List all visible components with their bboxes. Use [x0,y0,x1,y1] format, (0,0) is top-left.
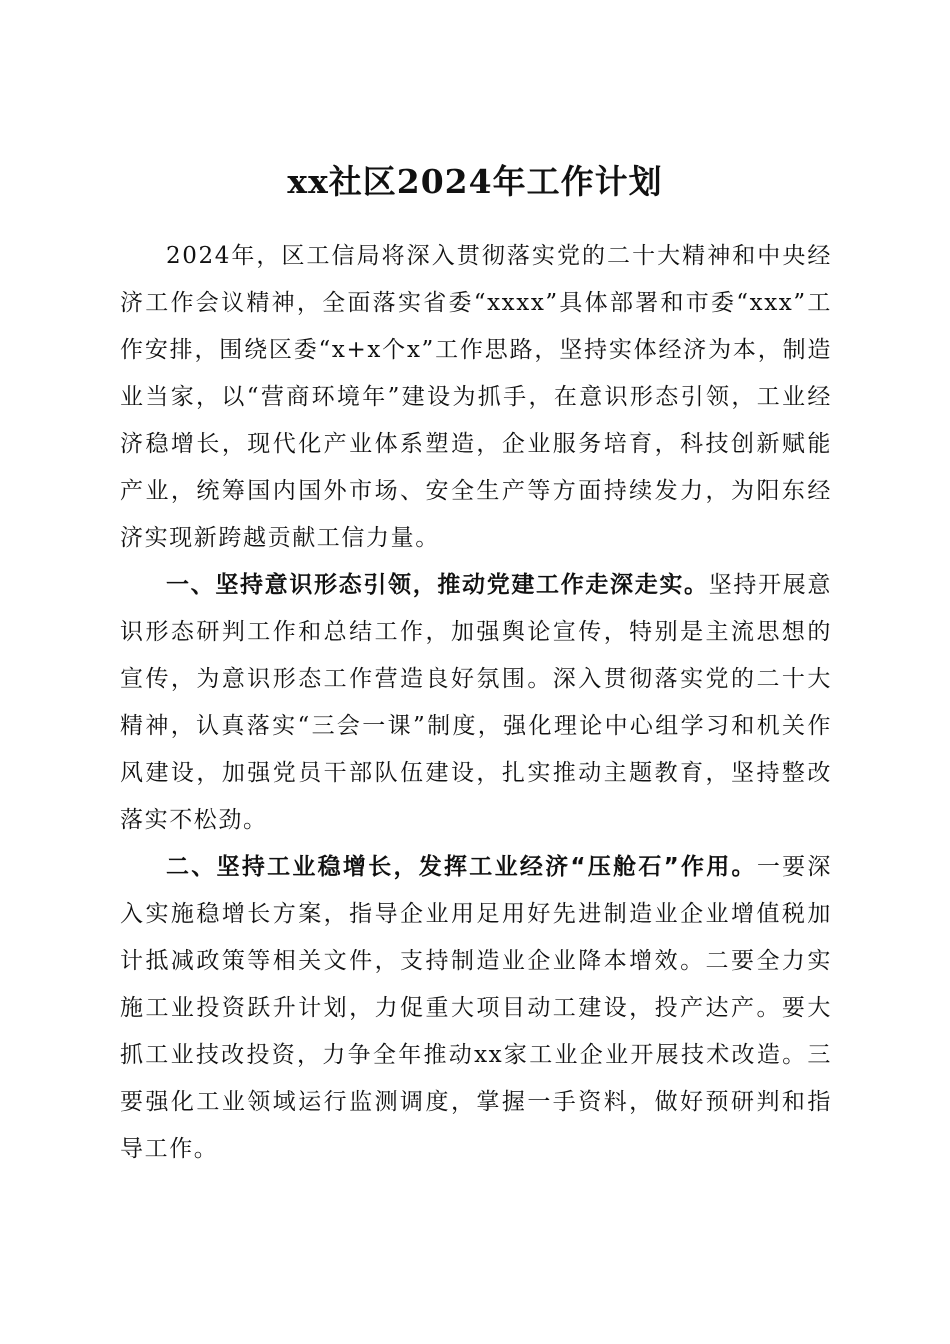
paragraph-intro [120,233,832,562]
section-1-text: 坚持开展意识形态研判工作和总结工作，加强舆论宣传，特别是主流思想的宣传，为意识形态工作营造良好氛围。深入贯彻落实党的二十大精神，认真落实“三会一课”制度，强化理论中心组学习和机关作风建设，加强党员干部队伍建设，扎实推动主题教育，坚持整改落实不松劲。 [120,572,833,833]
paragraph-section-2 [120,844,832,1173]
section-2-text: 一要深入实施稳增长方案，指导企业用足用好先进制造业企业增值税加计抵减政策等相关文件，支持制造业企业降本增效。二要全力实施工业投资跃升计划，力促重大项目动工建设，投产达产。要大抓工业技改投资，力争全年推动xx家工业企业开展技术改造。三要强化工业领域运行监测调度，掌握一手资料，做好预研判和指导工作。 [120,854,832,1162]
section-2-heading: 二、坚持工业稳增长，发挥工业经济“压舱石”作用。 [166,854,757,880]
document-title: xx社区2024年工作计划 [287,162,663,202]
paragraph-intro-text: 2024年，区工信局将深入贯彻落实党的二十大精神和中央经济工作会议精神，全面落实省委“xxxx”具体部署和市委“xxx”工作安排，围绕区委“x+x个x”工作思路，坚持实体经济为本，制造业当家，以“营商环境年”建设为抓手，在意识形态引领，工业经济稳增长，现代化产业体系塑造，企业服务培育，科技创新赋能产业，统筹国内国外市场、安全生产等方面持续发力，为阳东经济实现新跨越贡献工信力量。 [120,243,832,551]
section-1-heading: 一、坚持意识形态引领，推动党建工作走深走实。 [166,572,709,598]
document-body [120,233,832,1173]
paragraph-section-1 [120,562,832,844]
